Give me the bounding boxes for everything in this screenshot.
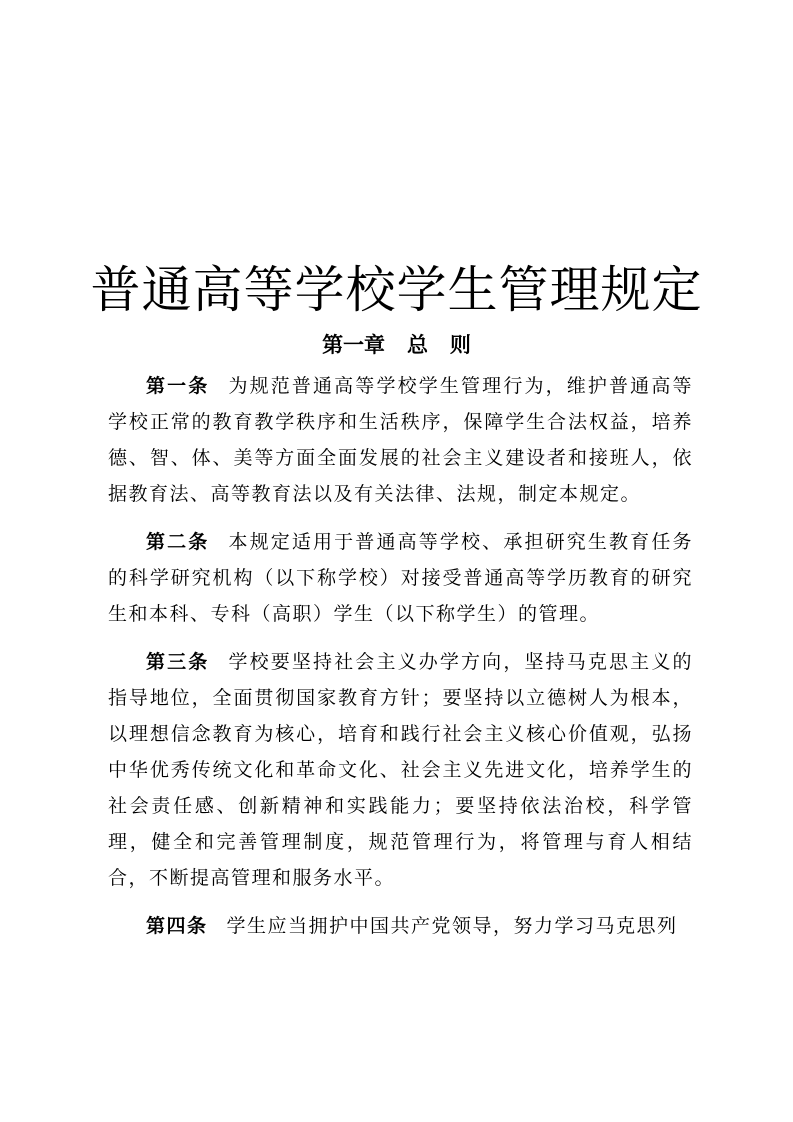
article-paragraph	[108, 368, 693, 512]
article-text: 学生应当拥护中国共产党领导，努力学习马克思列	[226, 915, 678, 937]
article-text: 本规定适用于普通高等学校、承担研究生教育任务的科学研究机构（以下称学校）对接受普通高等学历教育的研究生和本科、专科（高职）学生（以下称学生）的管理。	[108, 531, 693, 625]
article-number: 第一条	[146, 375, 210, 397]
article-text: 学校要坚持社会主义办学方向，坚持马克思主义的指导地位，全面贯彻国家教育方针；要坚持以立德树人为根本，以理想信念教育为核心，培育和践行社会主义核心价值观，弘扬中华优秀传统文化和革命文化、社会主义先进文化，培养学生的社会责任感、创新精神和实践能力；要坚持依法治校，科学管理，健全和完善管理制度，规范管理行为，将管理与育人相结合，不断提高管理和服务水平。	[108, 651, 693, 889]
article-paragraph	[108, 524, 693, 632]
article-paragraph	[108, 644, 693, 896]
document-body	[108, 368, 693, 956]
article-number: 第三条	[146, 651, 210, 673]
article-number: 第四条	[146, 915, 208, 937]
chapter-heading: 第一章 总 则	[322, 333, 471, 357]
article-number: 第二条	[146, 531, 210, 553]
article-text: 为规范普通高等学校学生管理行为，维护普通高等学校正常的教育教学秩序和生活秩序，保障学生合法权益，培养德、智、体、美等方面全面发展的社会主义建设者和接班人，依据教育法、高等教育法以及有关法律、法规，制定本规定。	[108, 375, 693, 505]
article-paragraph	[108, 908, 693, 944]
document-title: 普通高等学校学生管理规定	[90, 261, 703, 319]
